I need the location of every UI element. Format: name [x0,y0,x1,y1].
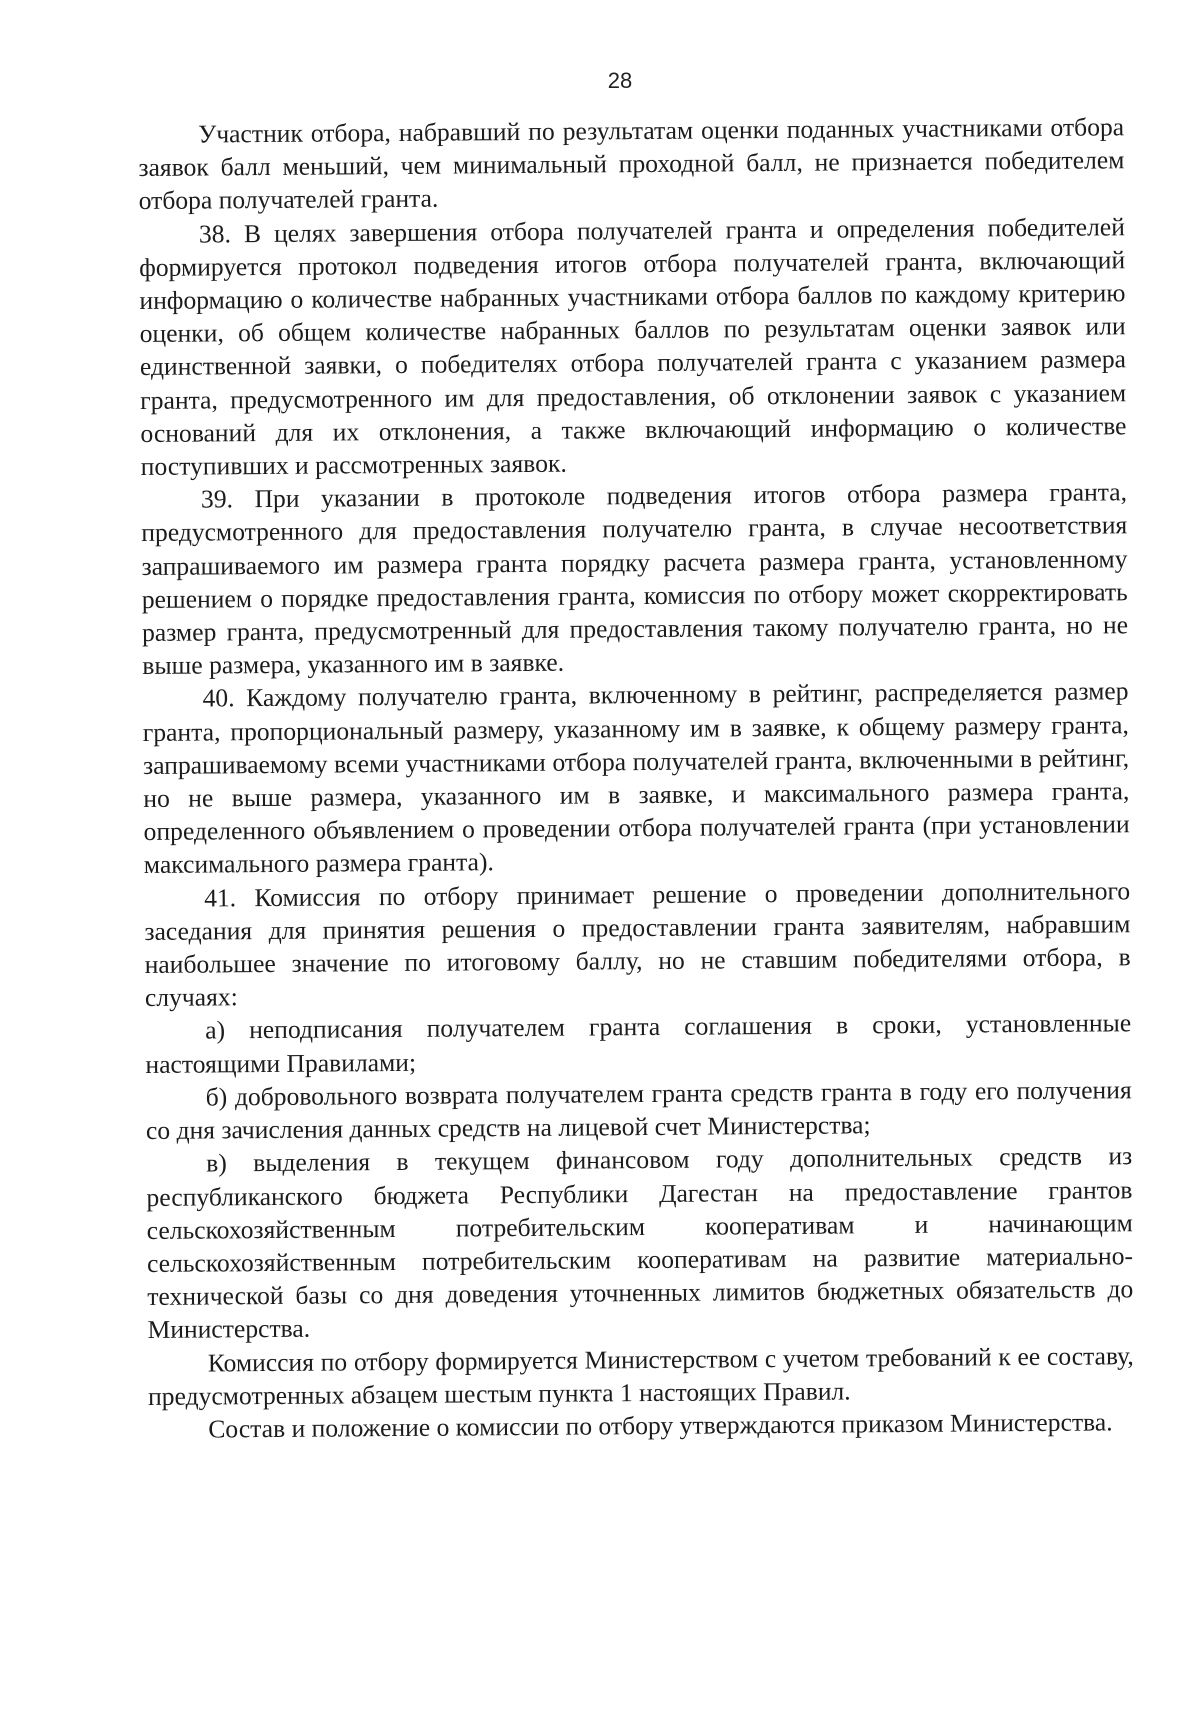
list-item-v: в) выделения в текущем финансовом году дополнительных средств из республиканского бюджета Республики Дагестан на предоставление грантов сельскохозяйственным потребительским кооперативам и начинающим сельскохозяйственным потребительским кооперативам на развитие материально-технической базы со дня доведения уточненных лимитов бюджетных обязательств до Министерства. [146,1141,1134,1345]
paragraph-passing-score: Участник отбора, набравший по результатам оценки поданных участниками отбора заявок балл меньший, чем минимальный проходной балл, не признается победителем отбора получателей гранта. [138,112,1125,216]
paragraph-38-protocol: 38. В целях завершения отбора получателей гранта и определения победителей формируется протокол подведения итогов отбора получателей гранта, включающий информацию о количестве набранных участниками отбора баллов по каждому критерию оценки, об общем количестве набранных баллов по результатам оценки заявок или единственной заявки, о победителях отбора получателей гранта с указанием размера гранта, предусмотренного им для предоставления, об отклонении заявок с указанием оснований для их отклонения, а также включающий информацию о количестве поступивших и рассмотренных заявок. [139,211,1127,482]
page-number: 28 [607,68,633,93]
document-body [138,110,1134,1446]
list-item-a: а) неподписания получателем гранта соглашения в сроки, установленные настоящими Правилами; [145,1008,1132,1079]
list-item-b: б) добровольного возврата получателем гранта средств гранта в году его получения со дня зачисления данных средств на лицевой счет Министерства; [145,1075,1132,1146]
paragraph-39-grant-correction: 39. При указании в протоколе подведения итогов отбора размера гранта, предусмотренного для предоставления получателю гранта, в случае несоответствия запрашиваемого им размера гранта порядку расчета размера гранта, установленному решением о порядке предоставления гранта, комиссия по отбору может скорректировать размер гранта, предусмотренный для предоставления такому получателю гранта, но не выше размера, указанного им в заявке. [141,477,1129,681]
paragraph-commission-formation: Комиссия по отбору формируется Министерством с учетом требований к ее составу, предусмотренных абзацем шестым пункта 1 настоящих Правил. [147,1340,1134,1411]
paragraph-41-additional-meeting: 41. Комиссия по отбору принимает решение о проведении дополнительного заседания для принятия решения о предоставлении гранта заявителям, набравшим наибольшее значение по итоговому баллу, но не ставшим победителями отбора, в случаях: [144,875,1131,1013]
paragraph-40-distribution: 40. Каждому получателю гранта, включенному в рейтинг, распределяется размер гранта, пропорциональный размеру, указанному им в заявке, к общему размеру гранта, запрашиваемому всеми участниками отбора получателей гранта, включенными в рейтинг, но не выше размера, указанного им в заявке, и максимального размера гранта, определенного объявлением о проведении отбора получателей гранта (при установлении максимального размера гранта). [142,676,1130,880]
paragraph-commission-approval: Состав и положение о комиссии по отбору утверждаются приказом Министерства. [208,1407,1113,1444]
